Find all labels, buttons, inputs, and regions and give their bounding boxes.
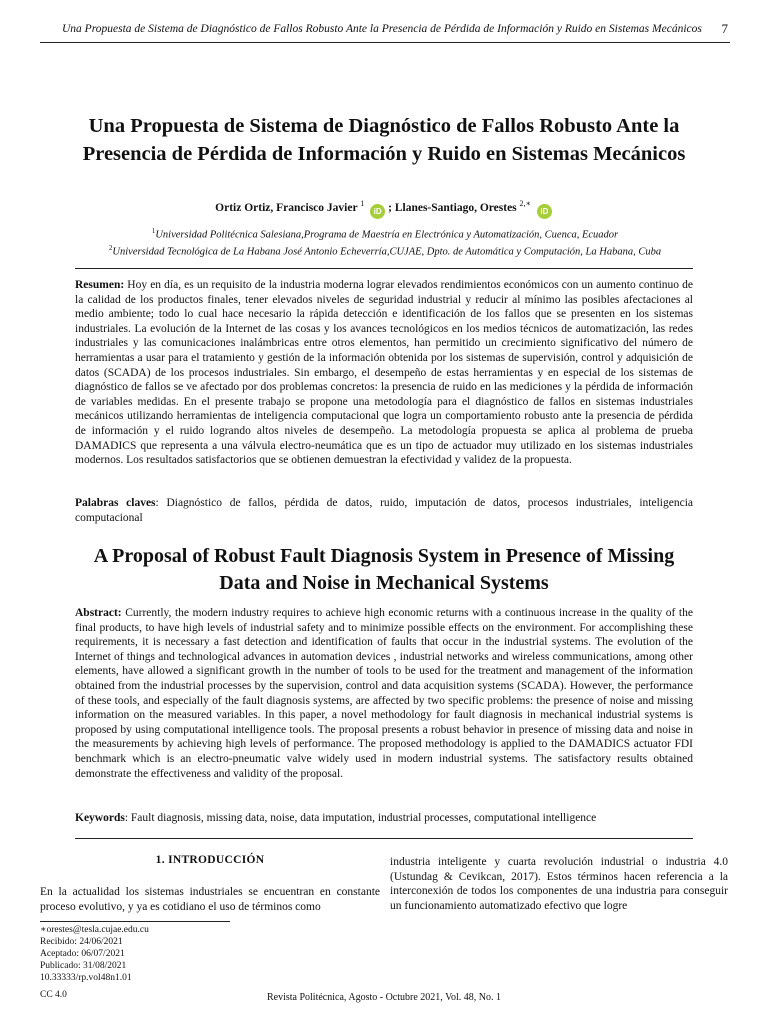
author-1-name: Ortiz Ortiz, Francisco Javier	[215, 201, 358, 214]
keywords-text: : Fault diagnosis, missing data, noise, data imputation, industrial processes, computational intelligence	[124, 812, 597, 824]
palabras-label: Palabras claves	[75, 497, 156, 509]
author-line	[40, 199, 730, 219]
section-heading: 1. INTRODUCCIÓN	[155, 854, 265, 866]
footnotes	[40, 921, 380, 984]
keywords-label: Keywords	[75, 812, 125, 824]
footnote-rule	[40, 921, 230, 922]
license: CC 4.0	[40, 990, 67, 1000]
divider	[75, 838, 693, 839]
page-number: 7	[721, 21, 728, 36]
published-date: Publicado: 31/08/2021	[40, 961, 127, 971]
doi[interactable]: 10.33333/rp.vol48n1.01	[40, 973, 132, 983]
affiliation-number: 1	[151, 227, 156, 235]
orcid-icon[interactable]: iD	[370, 204, 385, 219]
affiliation-number: 2	[108, 243, 113, 252]
author-2-name: Llanes-Santiago, Orestes	[394, 201, 517, 214]
author-1-affil: 1	[360, 199, 365, 208]
abstract-paragraph	[75, 606, 693, 781]
abstract-text: Currently, the modern industry requires to achieve high economic returns with a continuous increase in the quality of the final products, to have high levels of industrial safety and to minimize possible effects on the environment. For accomplishing these requirements, it is necessary a fast detection and identification of faults that occur in the industrial systems. The evolution of the Internet of things and technological advances in automation devices , industrial networks and wireless communications, among other elements, have allowed a significant growth in the number of tools to be used for the treatment and management of the information obtained from the industrial processes by the supervision, control and data acquisition systems (SCADA). However, the performance of these tools, and especially of the fault diagnosis systems, are affected by two specific problems: the presence of noise and missing information on the measured variables. In this paper, a novel methodology for fault diagnosis in mechanical industrial systems is proposed by using computational intelligence tools. The proposal presents a robust behavior in presence of missing data and noise in the measurements by achieving high levels of performance. The proposed methodology is applied to the DAMADICS actuator FDI benchmark which is an electro-pneumatic valve widely used in modern industrial systems. The satisfactory results obtained demonstrate the effectiveness and validity of the proposal.	[75, 607, 693, 780]
affiliations	[40, 225, 730, 258]
journal-footer: Revista Politécnica, Agosto - Octubre 2021, Vol. 48, No. 1	[266, 992, 502, 1003]
orcid-icon[interactable]: iD	[537, 204, 552, 219]
abstract-label: Abstract:	[75, 607, 122, 619]
paper-title-spanish: Una Propuesta de Sistema de Diagnóstico de Fallos Robusto Ante la Presencia de Pérdida de Información y Ruido en Sistemas Mecánicos	[82, 115, 686, 165]
keywords	[75, 811, 693, 826]
affiliation-text: Universidad Tecnológica de La Habana José Antonio Echeverría,CUJAE, Dpto. de Automática y Computación, La Habana, Cuba	[112, 246, 662, 257]
resumen-label: Resumen:	[75, 279, 125, 291]
affiliation-1	[40, 225, 730, 242]
affiliation-text: Universidad Politécnica Salesiana,Programa de Maestría en Electrónica y Automatización, Cuenca, Ecuador	[155, 229, 619, 241]
intro-right-column: industria inteligente y cuarta revolución industrial o industria 4.0 (Ustundag & Cevikcan, 2017). Estos términos hacen referencia a la interconexión de todos los componentes de una industria para conseguir un funcionamiento automatizado efectivo que logre	[390, 856, 728, 912]
divider	[75, 268, 693, 269]
author-separator: ;	[388, 201, 395, 214]
accepted-date: Aceptado: 06/07/2021	[40, 949, 125, 959]
author-2-affil: 2,∗	[519, 199, 531, 208]
palabras-claves	[75, 496, 693, 525]
resumen-paragraph	[75, 278, 693, 468]
running-title: Una Propuesta de Sistema de Diagnóstico de Fallos Robusto Ante la Presencia de Pérdida de Información y Ruido en Sistemas Mecánicos	[62, 23, 702, 35]
running-header	[40, 20, 730, 43]
resumen-text: Hoy en día, es un requisito de la industria moderna lograr elevados rendimientos económicos con un aumento continuo de la calidad de los productos finales, tener elevados niveles de seguridad industrial y reducir al mínimo las posibles afectaciones al medio ambiente; todo lo cual hace necesario la rápida detección e identificación de los fallos que se presenten en los sistemas industriales. La evolución de la Internet de las cosas y los avances tecnológicos en los medios técnicos de automatización, las redes industriales y las comunicaciones inalámbricas entre otros elementos, han permitido un crecimiento significativo del número de herramientas a usar para el tratamiento y gestión de la información obtenida por los sistemas de supervisión, control y adquisición de datos (SCADA) de los procesos industriales. Sin embargo, el desempeño de estas herramientas y en especial de los sistemas de diagnóstico de fallos se ve afectado por dos problemas concretos: la presencia de ruido en las mediciones y la pérdida de información de variables medidas. En el presente trabajo se propone una metodología para el diagnóstico de fallos en sistemas industriales mecánicos utilizando herramientas de inteligencia computacional que logra un comportamiento robusto ante la presencia de pérdida de información y el ruido logrando altos niveles de desempeño. La metodología propuesta se aplica al problema de prueba DAMADICS que representa a una válvula electro-neumática que es un tipo de actuador muy utilizado en los sistemas industriales modernos. Los resultados satisfactorios que se obtienen demuestran la efectividad y validez de la propuesta.	[75, 279, 693, 467]
received-date: Recibido: 24/06/2021	[40, 937, 123, 947]
paper-title-english: A Proposal of Robust Fault Diagnosis System in Presence of Missing Data and Noise in Mechanical Systems	[93, 545, 675, 594]
palabras-text: : Diagnóstico de fallos, pérdida de datos, ruido, imputación de datos, procesos industriales, inteligencia computacional	[75, 497, 694, 524]
intro-left-column: En la actualidad los sistemas industriales se encuentran en constante proceso evolutivo, y ya es cotidiano el uso de términos como	[40, 886, 380, 913]
affiliation-2	[40, 242, 730, 259]
corresponding-email[interactable]: ∗orestes@tesla.cujae.edu.cu	[40, 925, 149, 935]
